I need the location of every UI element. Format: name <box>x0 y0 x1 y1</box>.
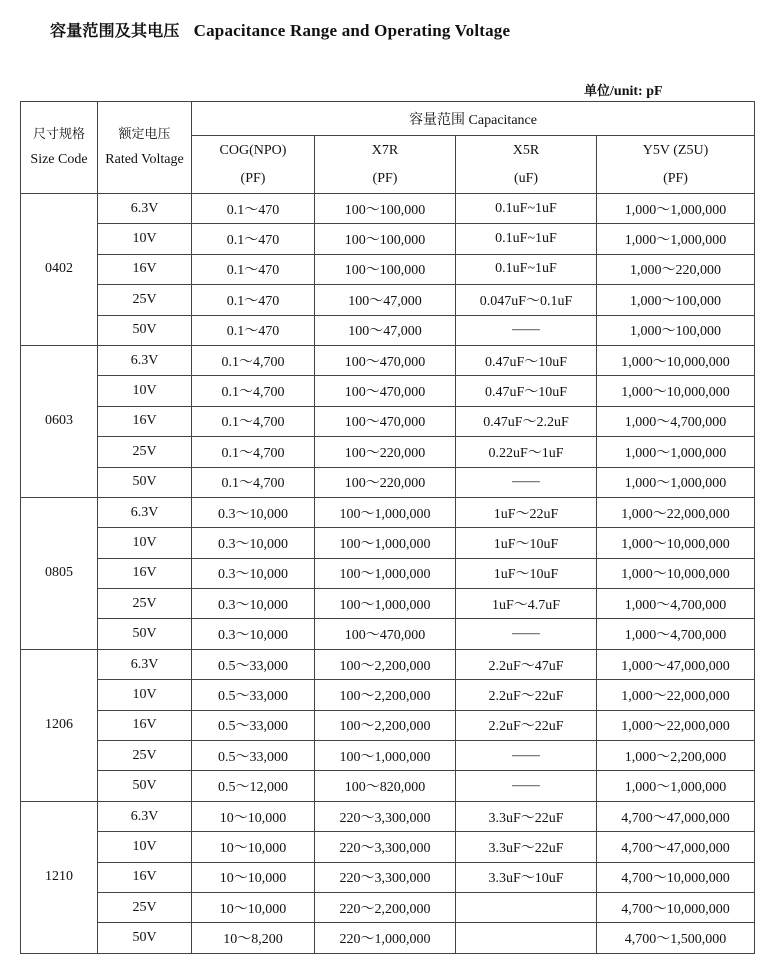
unit-label <box>584 80 663 100</box>
size-code-cell: 1206 <box>21 649 98 801</box>
x5r-cell: 2.2uF～22uF <box>456 710 597 740</box>
cog-cell: 0.3～10,000 <box>192 619 315 649</box>
size-code-cell: 1210 <box>21 801 98 953</box>
x7r-cell: 100～220,000 <box>315 437 456 467</box>
y5v-cell: 1,000～2,200,000 <box>597 741 755 771</box>
y5v-cell: 4,700～47,000,000 <box>597 801 755 831</box>
voltage-cell: 25V <box>98 285 192 315</box>
y5v-cell: 1,000～22,000,000 <box>597 680 755 710</box>
size-code-cell: 0805 <box>21 497 98 649</box>
x7r-cell: 220～1,000,000 <box>315 923 456 953</box>
cog-cell: 0.5～33,000 <box>192 741 315 771</box>
voltage-cell: 10V <box>98 376 192 406</box>
dielectric-name: COG(NPO) <box>219 142 287 158</box>
y5v-cell: 1,000～100,000 <box>597 315 755 345</box>
x7r-cell: 100～100,000 <box>315 224 456 254</box>
table-row <box>21 892 755 922</box>
x7r-cell: 100～220,000 <box>315 467 456 497</box>
x7r-cell: 100～1,000,000 <box>315 497 456 527</box>
voltage-cell: 6.3V <box>98 345 192 375</box>
cog-cell: 0.5～12,000 <box>192 771 315 801</box>
cog-cell: 0.3～10,000 <box>192 497 315 527</box>
x7r-cell: 220～2,200,000 <box>315 892 456 922</box>
table-row <box>21 741 755 771</box>
cog-cell: 10～10,000 <box>192 801 315 831</box>
x5r-cell: 0.47uF～10uF <box>456 345 597 375</box>
x5r-cell: 0.47uF～10uF <box>456 376 597 406</box>
table-row <box>21 194 755 224</box>
table-row <box>21 285 755 315</box>
unit-cn: 单位 <box>584 84 611 99</box>
x5r-cell: 3.3uF～22uF <box>456 832 597 862</box>
voltage-cell: 25V <box>98 892 192 922</box>
voltage-cell: 10V <box>98 528 192 558</box>
table-row <box>21 862 755 892</box>
x7r-cell: 100～1,000,000 <box>315 741 456 771</box>
x5r-cell <box>456 892 597 922</box>
y5v-cell: 1,000～4,700,000 <box>597 619 755 649</box>
voltage-cell: 50V <box>98 923 192 953</box>
cog-cell: 0.3～10,000 <box>192 589 315 619</box>
voltage-cell: 6.3V <box>98 194 192 224</box>
voltage-cell: 10V <box>98 224 192 254</box>
x5r-cell: —— <box>456 771 597 801</box>
x5r-cell: 1uF～4.7uF <box>456 589 597 619</box>
voltage-cell: 6.3V <box>98 649 192 679</box>
x5r-cell: 0.1uF~1uF <box>456 254 597 284</box>
cog-cell: 0.5～33,000 <box>192 710 315 740</box>
dielectric-name: X7R <box>371 142 399 158</box>
voltage-cell: 25V <box>98 437 192 467</box>
cog-cell: 0.1～470 <box>192 315 315 345</box>
y5v-cell: 4,700～1,500,000 <box>597 923 755 953</box>
x5r-cell: 0.1uF~1uF <box>456 194 597 224</box>
dielectric-header-0 <box>192 136 315 194</box>
x5r-cell: —— <box>456 619 597 649</box>
table-row <box>21 406 755 436</box>
dielectric-unit: (PF) <box>663 170 688 186</box>
y5v-cell: 1,000～220,000 <box>597 254 755 284</box>
table-row <box>21 437 755 467</box>
voltage-en: Rated Voltage <box>105 152 184 167</box>
cog-cell: 0.1～470 <box>192 224 315 254</box>
x5r-cell: 0.47uF～2.2uF <box>456 406 597 436</box>
x5r-cell: —— <box>456 467 597 497</box>
page-title <box>50 18 510 41</box>
cog-cell: 0.3～10,000 <box>192 528 315 558</box>
cog-cell: 0.1～470 <box>192 194 315 224</box>
x7r-cell: 220～3,300,000 <box>315 862 456 892</box>
y5v-cell: 1,000～1,000,000 <box>597 224 755 254</box>
dielectric-header-3 <box>597 136 755 194</box>
x7r-cell: 100～470,000 <box>315 376 456 406</box>
x7r-cell: 100～470,000 <box>315 619 456 649</box>
cog-cell: 10～8,200 <box>192 923 315 953</box>
table-row <box>21 589 755 619</box>
table-row <box>21 315 755 345</box>
cog-cell: 0.1～4,700 <box>192 437 315 467</box>
x5r-cell: 2.2uF～47uF <box>456 649 597 679</box>
table-row <box>21 710 755 740</box>
voltage-cell: 16V <box>98 406 192 436</box>
cog-cell: 10～10,000 <box>192 892 315 922</box>
y5v-cell: 1,000～10,000,000 <box>597 345 755 375</box>
size-code-header <box>21 102 98 194</box>
y5v-cell: 1,000～10,000,000 <box>597 528 755 558</box>
x7r-cell: 100～2,200,000 <box>315 680 456 710</box>
dielectric-name: X5R <box>512 142 540 158</box>
voltage-cell: 25V <box>98 589 192 619</box>
capacitance-header: 容量范围 Capacitance <box>192 102 755 136</box>
y5v-cell: 1,000～4,700,000 <box>597 589 755 619</box>
y5v-cell: 4,700～10,000,000 <box>597 892 755 922</box>
voltage-cell: 10V <box>98 680 192 710</box>
voltage-cell: 16V <box>98 558 192 588</box>
x7r-cell: 100～47,000 <box>315 285 456 315</box>
y5v-cell: 1,000～1,000,000 <box>597 467 755 497</box>
x5r-cell: 3.3uF～22uF <box>456 801 597 831</box>
dielectric-name: Y5V (Z5U) <box>642 142 709 158</box>
cog-cell: 0.5～33,000 <box>192 680 315 710</box>
y5v-cell: 1,000～4,700,000 <box>597 406 755 436</box>
y5v-cell: 1,000～22,000,000 <box>597 497 755 527</box>
table-row <box>21 497 755 527</box>
x7r-cell: 100～470,000 <box>315 406 456 436</box>
x7r-cell: 100～1,000,000 <box>315 558 456 588</box>
y5v-cell: 1,000～10,000,000 <box>597 376 755 406</box>
cog-cell: 0.1～4,700 <box>192 406 315 436</box>
x5r-cell: 0.047uF～0.1uF <box>456 285 597 315</box>
dielectric-unit: (PF) <box>372 170 398 186</box>
dielectric-header-1 <box>315 136 456 194</box>
x5r-cell: 1uF～10uF <box>456 528 597 558</box>
table-body <box>21 194 755 954</box>
table-row <box>21 558 755 588</box>
y5v-cell: 1,000～100,000 <box>597 285 755 315</box>
x5r-cell: 0.22uF～1uF <box>456 437 597 467</box>
x7r-cell: 100～2,200,000 <box>315 649 456 679</box>
cog-cell: 0.1～4,700 <box>192 467 315 497</box>
cog-cell: 0.1～4,700 <box>192 345 315 375</box>
voltage-cell: 16V <box>98 710 192 740</box>
x7r-cell: 100～100,000 <box>315 194 456 224</box>
dielectric-header-2 <box>456 136 597 194</box>
voltage-cell: 25V <box>98 741 192 771</box>
x5r-cell: 1uF～22uF <box>456 497 597 527</box>
x5r-cell: —— <box>456 741 597 771</box>
table-row <box>21 771 755 801</box>
y5v-cell: 4,700～47,000,000 <box>597 832 755 862</box>
table-row <box>21 923 755 953</box>
y5v-cell: 4,700～10,000,000 <box>597 862 755 892</box>
size-cn: 尺寸规格 <box>32 127 85 142</box>
x7r-cell: 100～1,000,000 <box>315 528 456 558</box>
dielectric-unit: (PF) <box>240 170 266 186</box>
table-row <box>21 619 755 649</box>
voltage-cell: 50V <box>98 467 192 497</box>
x7r-cell: 100～1,000,000 <box>315 589 456 619</box>
cog-cell: 0.1～470 <box>192 285 315 315</box>
cog-cell: 10～10,000 <box>192 862 315 892</box>
voltage-cell: 50V <box>98 619 192 649</box>
unit-en: /unit: pF <box>610 84 663 99</box>
x7r-cell: 220～3,300,000 <box>315 832 456 862</box>
table-row <box>21 801 755 831</box>
table-row <box>21 254 755 284</box>
x7r-cell: 100～820,000 <box>315 771 456 801</box>
cog-cell: 10～10,000 <box>192 832 315 862</box>
cog-cell: 0.1～470 <box>192 254 315 284</box>
y5v-cell: 1,000～1,000,000 <box>597 771 755 801</box>
table-row <box>21 680 755 710</box>
capacitance-table <box>20 101 755 954</box>
x5r-cell: 3.3uF～10uF <box>456 862 597 892</box>
x5r-cell: 2.2uF～22uF <box>456 680 597 710</box>
rated-voltage-header <box>98 102 192 194</box>
table-row <box>21 224 755 254</box>
x5r-cell <box>456 923 597 953</box>
cog-cell: 0.3～10,000 <box>192 558 315 588</box>
x7r-cell: 100～47,000 <box>315 315 456 345</box>
y5v-cell: 1,000～1,000,000 <box>597 437 755 467</box>
table-header <box>21 102 755 194</box>
voltage-cell: 6.3V <box>98 497 192 527</box>
cog-cell: 0.5～33,000 <box>192 649 315 679</box>
dielectric-unit: (uF) <box>513 170 539 186</box>
y5v-cell: 1,000～22,000,000 <box>597 710 755 740</box>
table-row <box>21 467 755 497</box>
cog-cell: 0.1～4,700 <box>192 376 315 406</box>
title-cn: 容量范围及其电压 <box>50 21 180 40</box>
y5v-cell: 1,000～1,000,000 <box>597 194 755 224</box>
table-row <box>21 528 755 558</box>
voltage-cell: 50V <box>98 315 192 345</box>
size-code-cell: 0603 <box>21 345 98 497</box>
voltage-cn: 额定电压 <box>118 127 171 142</box>
y5v-cell: 1,000～47,000,000 <box>597 649 755 679</box>
x5r-cell: 1uF～10uF <box>456 558 597 588</box>
x5r-cell: 0.1uF~1uF <box>456 224 597 254</box>
voltage-cell: 10V <box>98 832 192 862</box>
x7r-cell: 100～100,000 <box>315 254 456 284</box>
table-row <box>21 376 755 406</box>
x7r-cell: 100～470,000 <box>315 345 456 375</box>
x5r-cell: —— <box>456 315 597 345</box>
voltage-cell: 50V <box>98 771 192 801</box>
voltage-cell: 16V <box>98 254 192 284</box>
voltage-cell: 6.3V <box>98 801 192 831</box>
table-row <box>21 345 755 375</box>
x7r-cell: 220～3,300,000 <box>315 801 456 831</box>
size-code-cell: 0402 <box>21 194 98 346</box>
size-en: Size Code <box>30 152 88 167</box>
x7r-cell: 100～2,200,000 <box>315 710 456 740</box>
y5v-cell: 1,000～10,000,000 <box>597 558 755 588</box>
title-en: Capacitance Range and Operating Voltage <box>193 21 511 40</box>
table-row <box>21 832 755 862</box>
voltage-cell: 16V <box>98 862 192 892</box>
table-row <box>21 649 755 679</box>
